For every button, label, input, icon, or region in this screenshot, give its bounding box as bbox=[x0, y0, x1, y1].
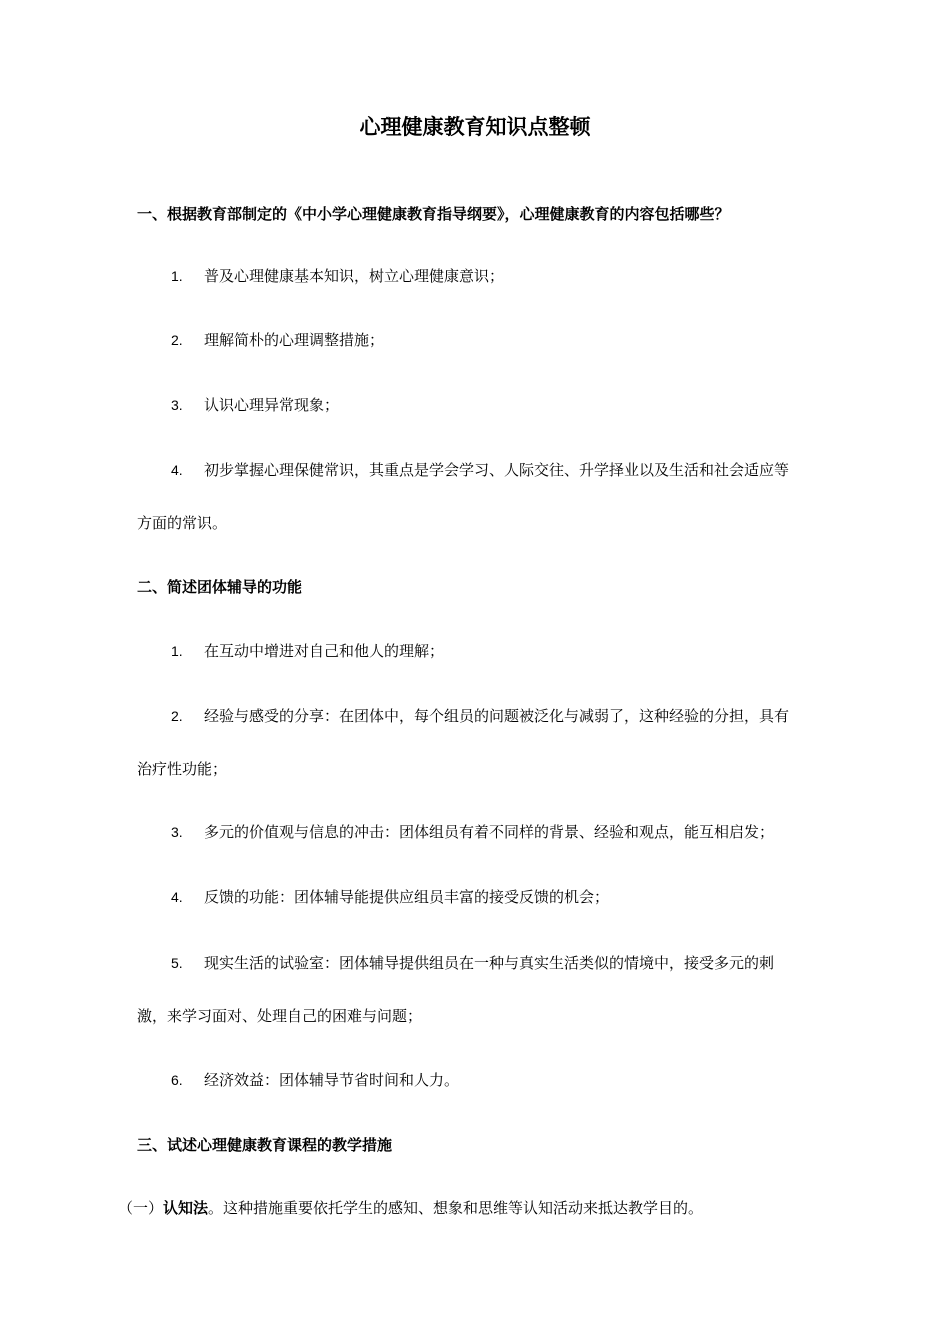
list-item-text: 经济效益：团体辅导节省时间和人力。 bbox=[204, 1071, 460, 1089]
list-item-text: 认识心理异常现象； bbox=[204, 396, 340, 414]
list-item bbox=[137, 459, 863, 534]
list-item-number: 2. bbox=[171, 332, 183, 348]
list-item-text: 经验与感受的分享：在团体中，每个组员的问题被泛化与减弱了，这种经验的分担，具有 bbox=[204, 707, 790, 725]
list-item bbox=[137, 821, 863, 843]
list-item-number: 1. bbox=[171, 268, 183, 284]
list-item bbox=[137, 265, 863, 287]
list-item-number: 4. bbox=[171, 462, 183, 478]
section-heading-2: 二、简述团体辅导的功能 bbox=[137, 578, 303, 596]
list-item-number: 6. bbox=[171, 1072, 183, 1088]
list-item bbox=[137, 705, 863, 780]
paragraph bbox=[118, 1197, 868, 1219]
list-item-text: 反馈的功能：团体辅导能提供应组员丰富的接受反馈的机会； bbox=[204, 888, 610, 906]
paragraph-lead: （一） bbox=[118, 1199, 164, 1217]
list-item-continuation: 激，来学习面对、处理自己的困难与问题； bbox=[137, 1007, 423, 1025]
list-item-text: 初步掌握心理保健常识，其重点是学会学习、人际交往、升学择业以及生活和社会适应等 bbox=[204, 461, 790, 479]
list-item bbox=[137, 886, 863, 908]
list-item-number: 4. bbox=[171, 889, 183, 905]
section-heading-3: 三、试述心理健康教育课程的教学措施 bbox=[137, 1136, 393, 1154]
list-item bbox=[137, 640, 863, 662]
list-item-text: 现实生活的试验室：团体辅导提供组员在一种与真实生活类似的情境中，接受多元的刺 bbox=[204, 954, 775, 972]
list-item bbox=[137, 394, 863, 416]
list-item bbox=[137, 329, 863, 351]
document-title: 心理健康教育知识点整顿 bbox=[359, 115, 591, 139]
list-item-text: 普及心理健康基本知识，树立心理健康意识； bbox=[204, 267, 505, 285]
list-item-number: 2. bbox=[171, 708, 183, 724]
list-item-number: 5. bbox=[171, 955, 183, 971]
paragraph-term: 认知法 bbox=[163, 1199, 209, 1217]
list-item-continuation: 治疗性功能； bbox=[137, 760, 228, 778]
list-item-number: 3. bbox=[171, 824, 183, 840]
list-item-number: 3. bbox=[171, 397, 183, 413]
paragraph-text: 。这种措施重要依托学生的感知、想象和思维等认知活动来抵达教学目的。 bbox=[208, 1199, 704, 1217]
list-item-text: 理解简朴的心理调整措施； bbox=[204, 331, 385, 349]
list-item bbox=[137, 1069, 863, 1091]
list-item-text: 在互动中增进对自己和他人的理解； bbox=[204, 642, 445, 660]
list-item-number: 1. bbox=[171, 643, 183, 659]
section-heading-1: 一、根据教育部制定的《中小学心理健康教育指导纲要》，心理健康教育的内容包括哪些？ bbox=[137, 205, 730, 223]
list-item-text: 多元的价值观与信息的冲击：团体组员有着不同样的背景、经验和观点，能互相启发； bbox=[204, 823, 775, 841]
list-item-continuation: 方面的常识。 bbox=[137, 514, 228, 532]
list-item bbox=[137, 952, 863, 1027]
